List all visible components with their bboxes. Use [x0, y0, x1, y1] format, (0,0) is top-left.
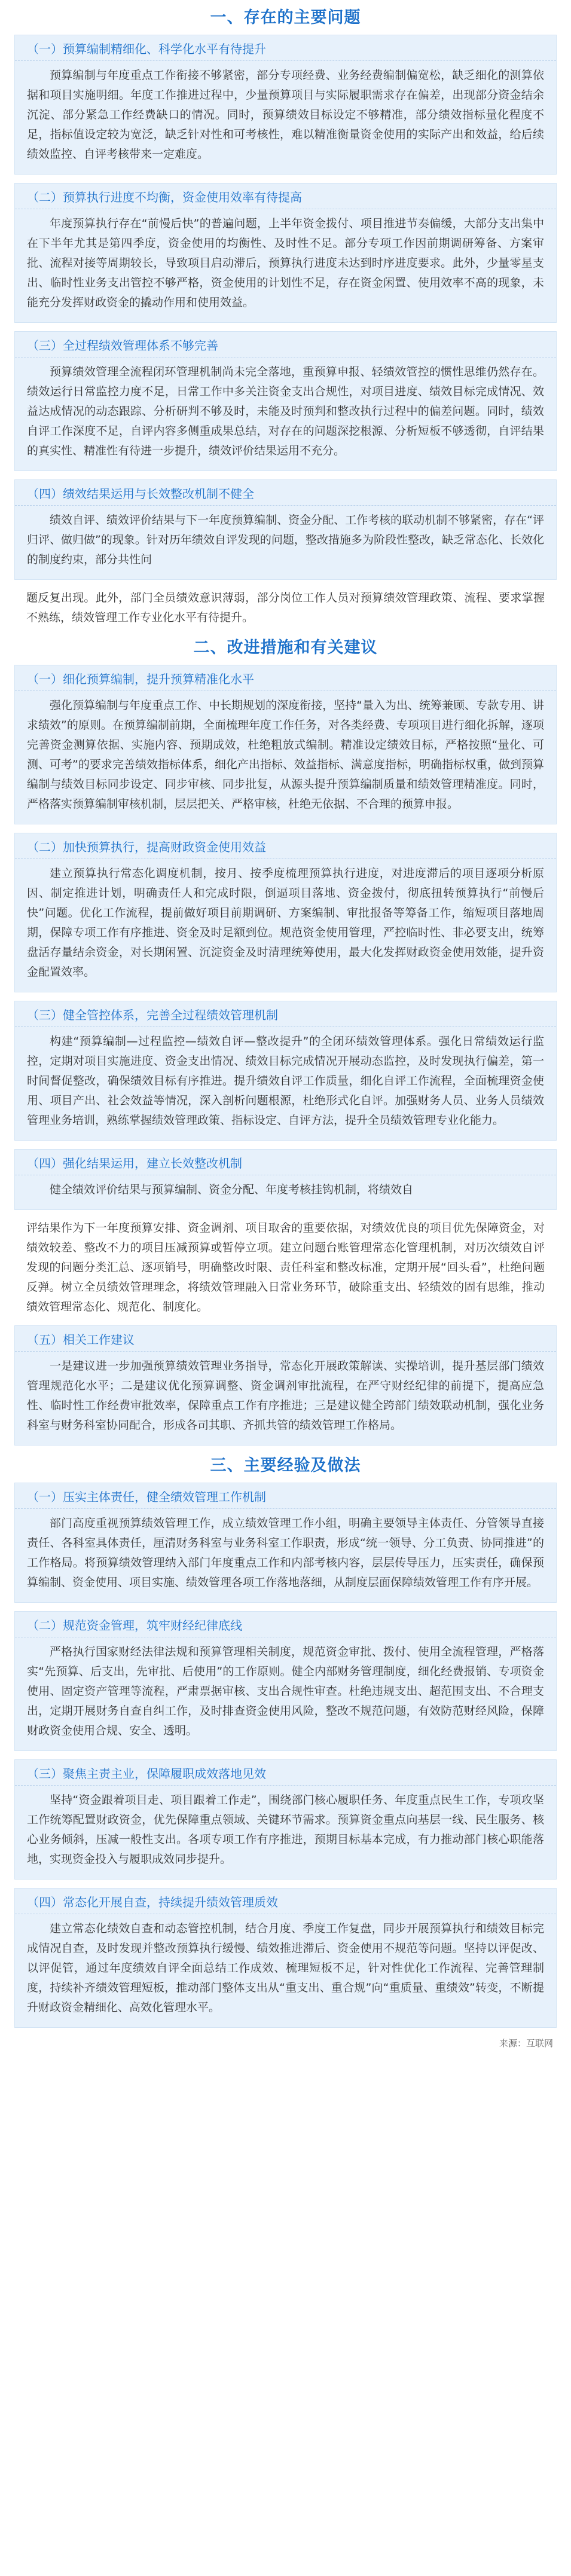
section-1-sub-3: [14, 331, 557, 471]
section-3-title: 三、主要经验及做法: [210, 1456, 361, 1475]
sub-heading: （二）预算执行进度不均衡，资金使用效率有待提高: [15, 184, 556, 209]
paragraph: 严格执行国家财经法律法规和预算管理相关制度，规范资金审批、拨付、使用全流程管理，严格落实“先预算、后支出，先审批、后使用”的工作原则。健全内部财务管理制度，细化经费报销、专项资金使用、固定资产管理等流程，严肃票据审核、支出合规性审查。杜绝违规支出、超范围支出、不合理支出，定期开展财务自查自纠工作，及时排查资金使用风险，整改不规范问题，有效防范财经风险，保障财政资金使用合规、安全、透明。: [27, 1645, 544, 1737]
paragraph: 一是建议进一步加强预算绩效管理业务指导，常态化开展政策解读、实操培训，提升基层部门绩效管理规范化水平；二是建议优化预算调整、资金调剂审批流程，在严守财经纪律的前提下，提高应急性、临时性工作经费审批效率，保障重点工作有序推进；三是建议健全跨部门绩效联动机制，强化业务科室与财务科室协同配合，形成各司其职、齐抓共管的绩效管理工作格局。: [27, 1359, 544, 1432]
sub-heading: （四）常态化开展自查，持续提升绩效管理质效: [15, 1889, 556, 1914]
sub-heading: （三）全过程绩效管理体系不够完善: [15, 332, 556, 357]
paragraph: 建立预算执行常态化调度机制，按月、按季度梳理预算执行进度，对进度滞后的项目逐项分析原因、制定推进计划，明确责任人和完成时限，倒逼项目落地、资金拨付，彻底扭转预算执行“前慢后快”问题。优化工作流程，提前做好项目前期调研、方案编制、审批报备等筹备工作，缩短项目落地周期，保障专项工作有序推进、资金及时足额到位。规范资金使用管理，严控临时性、非必要支出，统筹盘活存量结余资金，对长期闲置、沉淀资金及时清理统筹使用，最大化发挥财政资金使用效能，提升资金配置效率。: [27, 867, 544, 979]
paragraph: 绩效自评、绩效评价结果与下一年度预算编制、资金分配、工作考核的联动机制不够紧密，存在“评归评、做归做”的现象。针对历年绩效自评发现的问题，整改措施多为阶段性整改，缺乏常态化、长效化的制度约束，部分共性问: [27, 514, 544, 566]
sub-heading: （四）强化结果运用，建立长效整改机制: [15, 1150, 556, 1175]
section-1-sub-2: [14, 183, 557, 323]
sub-heading: （二）加快预算执行，提高财政资金使用效益: [15, 833, 556, 859]
paragraph-continued: 评结果作为下一年度预算安排、资金调剂、项目取舍的重要依据，对绩效优良的项目优先保障资金，对绩效较差、整改不力的项目压减预算或暂停立项。建立问题台账管理常态化管理机制，对历次绩效自评发现的问题分类汇总、逐项销号，明确整改时限、责任科室和整改标准，定期开展“回头看”，杜绝问题反弹。树立全员绩效管理理念，将绩效管理融入日常业务环节，破除重支出、轻绩效的固有思维，推动绩效管理常态化、规范化、制度化。: [26, 1221, 545, 1313]
section-2-sub-5: [14, 1325, 557, 1446]
section-3-sub-2: [14, 1611, 557, 1751]
section-2-sub-3: [14, 1001, 557, 1141]
paragraph: 部门高度重视预算绩效管理工作，成立绩效管理工作小组，明确主要领导主体责任、分管领导直接责任、各科室具体责任，厘清财务科室与业务科室工作职责，形成“统一领导、分工负责、协同推进”的工作格局。将预算绩效管理纳入部门年度重点工作和内部考核内容，层层传导压力，压实责任，确保预算编制、资金使用、项目实施、绩效管理各项工作落地落细，从制度层面保障绩效管理工作有序开展。: [27, 1517, 544, 1589]
sub-heading: （一）细化预算编制，提升预算精准化水平: [15, 665, 556, 691]
section-2-title: 二、改进措施和有关建议: [193, 638, 378, 657]
sub-heading: （五）相关工作建议: [15, 1326, 556, 1352]
sub-heading: （三）聚焦主责主业，保障履职成效落地见效: [15, 1760, 556, 1786]
section-1-title: 一、存在的主要问题: [210, 8, 361, 27]
paragraph: 建立常态化绩效自查和动态管控机制，结合月度、季度工作复盘，同步开展预算执行和绩效目标完成情况自查，及时发现并整改预算执行缓慢、绩效推进滞后、资金使用不规范等问题。坚持以评促改、以评促管，通过年度绩效自评全面总结工作成效、梳理短板不足，针对性优化工作流程、完善管理制度，持续补齐绩效管理短板，推动部门整体支出从“重支出、重合规”向“重质量、重绩效”转变，不断提升财政资金精细化、高效化管理水平。: [27, 1922, 544, 2014]
paragraph: 强化预算编制与年度重点工作、中长期规划的深度衔接，坚持“量入为出、统筹兼顾、专款专用、讲求绩效”的原则。在预算编制前期，全面梳理年度工作任务，对各类经费、专项项目进行细化拆解，逐项完善资金测算依据、实施内容、预期成效，杜绝粗放式编制。精准设定绩效目标，严格按照“量化、可测、可考”的要求完善绩效指标体系，细化产出指标、效益指标、满意度指标，明确指标权重，做到预算编制与绩效目标同步设定、同步审核、同步批复，从源头提升预算编制质量和绩效管理精准度。同时，严格落实预算编制审核机制，层层把关、严格审核，杜绝无依据、不合理的预算申报。: [27, 699, 544, 811]
section-2-sub-1: [14, 665, 557, 824]
paragraph: 年度预算执行存在“前慢后快”的普遍问题，上半年资金拨付、项目推进节奏偏缓，大部分支出集中在下半年尤其是第四季度，资金使用的均衡性、及时性不足。部分专项工作因前期调研筹备、方案审批、流程对接等周期较长，导致项目启动滞后，预算执行进度未达到时序进度要求。此外，少量零星支出、临时性业务支出管控不够严格，资金使用的计划性不足，存在资金闲置、使用效率不高的现象，未能充分发挥财政资金的撬动作用和使用效益。: [27, 217, 544, 309]
source-footer: 来源：互联网: [499, 2038, 553, 2049]
section-3-sub-1: [14, 1483, 557, 1603]
section-2-sub-2: [14, 833, 557, 992]
sub-heading: （一）预算编制精细化、科学化水平有待提升: [15, 35, 556, 61]
section-1-sub-4: [14, 479, 557, 580]
sub-heading: （一）压实主体责任，健全绩效管理工作机制: [15, 1483, 556, 1509]
paragraph-continued: 题反复出现。此外，部门全员绩效意识薄弱，部分岗位工作人员对预算绩效管理政策、流程、要求掌握不熟练，绩效管理工作专业化水平有待提升。: [26, 591, 545, 624]
paragraph: 坚持“资金跟着项目走、项目跟着工作走”，围绕部门核心履职任务、年度重点民生工作，专项攻坚工作统筹配置财政资金，优先保障重点领域、关键环节需求。预算资金重点向基层一线、民生服务、核心业务倾斜，压减一般性支出。各项专项工作有序推进，预期目标基本完成，有力推动部门核心职能落地，实现资金投入与履职成效同步提升。: [27, 1793, 544, 1866]
paragraph: 预算绩效管理全流程闭环管理机制尚未完全落地，重预算申报、轻绩效管控的惯性思维仍然存在。绩效运行日常监控力度不足，日常工作中多关注资金支出合规性，对项目进度、绩效目标完成情况、效益达成情况的动态跟踪、分析研判不够及时，未能及时预判和整改执行过程中的偏差问题。同时，绩效自评工作深度不足，自评内容多侧重成果总结，对存在的问题深挖根源、分析短板不够透彻，自评结果的真实性、精准性有待进一步提升，绩效评价结果运用不充分。: [27, 365, 544, 457]
section-3-sub-4: [14, 1888, 557, 2028]
paragraph: 健全绩效评价结果与预算编制、资金分配、年度考核挂钩机制，将绩效自: [50, 1183, 414, 1196]
section-3-sub-3: [14, 1759, 557, 1880]
section-1-sub-1: [14, 35, 557, 175]
paragraph: 预算编制与年度重点工作衔接不够紧密，部分专项经费、业务经费编制偏宽松，缺乏细化的测算依据和项目实施明细。年度工作推进过程中，少量预算项目与实际履职需求存在偏差，出现部分资金结余沉淀、部分紧急工作经费缺口的情况。同时，预算绩效目标设定不够精准，部分绩效指标量化程度不足，指标值设定较为宽泛，缺乏针对性和可考核性，难以精准衡量资金使用的实际产出和效益，给后续绩效监控、自评考核带来一定难度。: [27, 69, 544, 161]
document-page: [0, 6, 571, 2054]
paragraph: 构建“预算编制—过程监控—绩效自评—整改提升”的全闭环绩效管理体系。强化日常绩效运行监控，定期对项目实施进度、资金支出情况、绩效目标完成情况开展动态监控，及时发现执行偏差，第一时间督促整改，确保绩效目标有序推进。提升绩效自评工作质量，细化自评工作流程，全面梳理资金使用、项目产出、社会效益等情况，深入剖析问题根源，杜绝形式化自评。加强财务人员、业务人员绩效管理业务培训，熟练掌握绩效管理政策、指标设定、自评方法，提升全员绩效管理专业化能力。: [27, 1035, 544, 1127]
sub-heading: （四）绩效结果运用与长效整改机制不健全: [15, 480, 556, 506]
section-2-sub-4: [14, 1149, 557, 1210]
sub-heading: （三）健全管控体系，完善全过程绩效管理机制: [15, 1001, 556, 1027]
sub-heading: （二）规范资金管理，筑牢财经纪律底线: [15, 1612, 556, 1637]
